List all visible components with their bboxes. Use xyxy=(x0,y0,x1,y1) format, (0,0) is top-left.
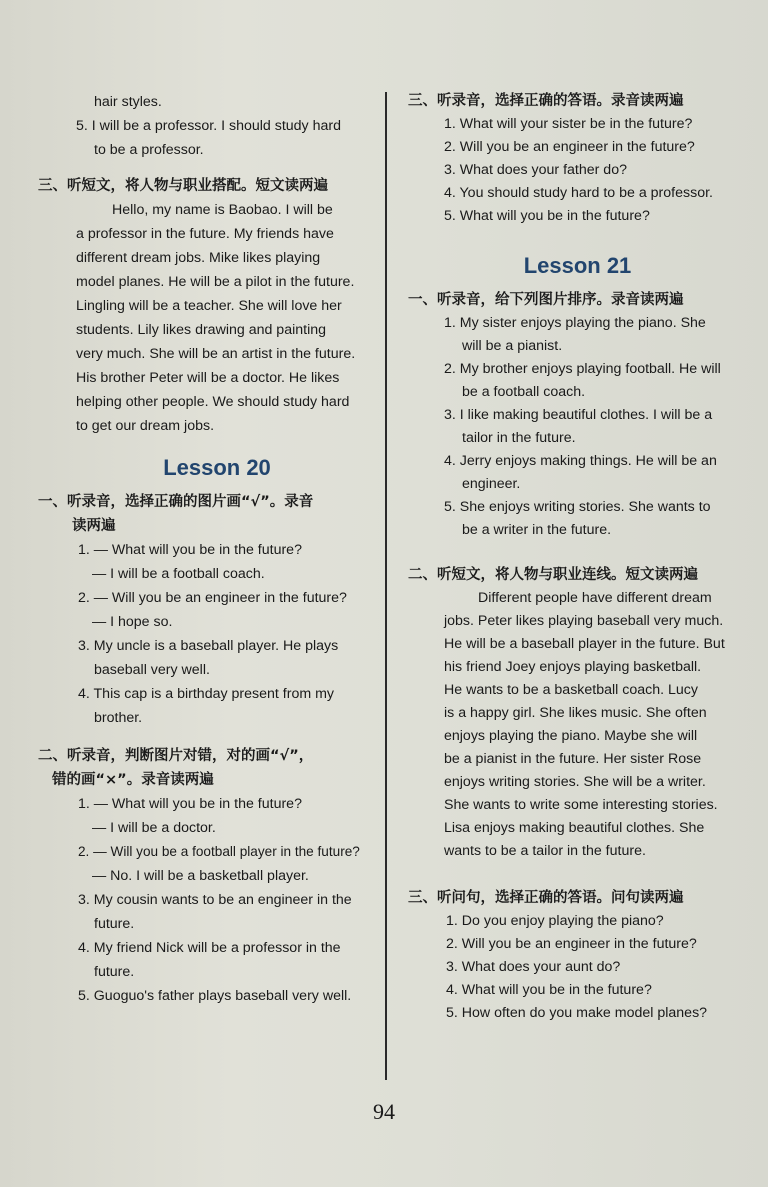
list-item: future. xyxy=(94,916,135,932)
list-item: 2. — Will you be an engineer in the future? xyxy=(78,590,347,606)
paragraph-line: He wants to be a basketball coach. Lucy xyxy=(444,682,698,698)
list-item: 5. What will you be in the future? xyxy=(444,208,650,224)
paragraph-line: Hello, my name is Baobao. I will be xyxy=(112,202,333,218)
page-number: 94 xyxy=(373,1099,395,1124)
paragraph-line: model planes. He will be a pilot in the future. xyxy=(76,274,355,290)
left-column xyxy=(38,88,372,1008)
paragraph-line: enjoys playing the piano. Maybe she will xyxy=(444,728,698,744)
list-item: 5. Guoguo's father plays baseball very well. xyxy=(78,988,352,1004)
section-heading-cont: 读两遍 xyxy=(72,518,116,534)
list-item: 4. This cap is a birthday present from my xyxy=(78,686,335,702)
list-item: 2. Will you be an engineer in the future? xyxy=(446,936,697,952)
paragraph-line: enjoys writing stories. She will be a writer. xyxy=(444,774,706,790)
paragraph-line: wants to be a tailor in the future. xyxy=(444,843,646,859)
list-item: 3. My cousin wants to be an engineer in the xyxy=(78,892,352,908)
section-heading: 二、听录音，判断图片对错，对的画“√”， xyxy=(38,748,314,764)
list-item: 1. — What will you be in the future? xyxy=(78,796,302,812)
paragraph-line: Different people have different dream xyxy=(478,590,712,606)
list-item: engineer. xyxy=(462,476,521,492)
section-heading-cont: 错的画“×”。录音读两遍 xyxy=(52,772,214,788)
list-item: 4. What will you be in the future? xyxy=(446,982,652,998)
list-item: 3. My uncle is a baseball player. He plays xyxy=(78,638,339,654)
section-heading: 三、听录音，选择正确的答语。录音读两遍 xyxy=(408,93,684,109)
list-item: 1. My sister enjoys playing the piano. She xyxy=(444,315,706,331)
list-item: 2. — Will you be a football player in the future? xyxy=(78,844,360,859)
list-item: 2. My brother enjoys playing football. He will xyxy=(444,361,721,377)
paragraph-line: Lingling will be a teacher. She will love her xyxy=(76,298,342,314)
paragraph-line: to get our dream jobs. xyxy=(76,418,215,434)
list-item: — No. I will be a basketball player. xyxy=(92,868,309,884)
right-column xyxy=(410,90,735,1025)
paragraph-line: helping other people. We should study hard xyxy=(76,394,350,410)
carry-item-line-2: to be a professor. xyxy=(94,142,204,158)
paragraph-line: She wants to write some interesting stories. xyxy=(444,797,718,813)
list-item: 3. What does your father do? xyxy=(444,162,627,178)
section-heading: 三、听问句，选择正确的答语。问句读两遍 xyxy=(408,890,684,906)
list-item: 3. What does your aunt do? xyxy=(446,959,621,975)
paragraph-line: jobs. Peter likes playing baseball very much. xyxy=(444,613,724,629)
list-item: tailor in the future. xyxy=(462,430,576,446)
paragraph-line: very much. She will be an artist in the future. xyxy=(76,346,356,362)
section-heading: 一、听录音，给下列图片排序。录音读两遍 xyxy=(408,292,684,308)
paragraph-line: his friend Joey enjoys playing basketball. xyxy=(444,659,702,675)
list-item: brother. xyxy=(94,710,143,726)
lesson-title: Lesson 20 xyxy=(163,455,271,480)
list-item: be a writer in the future. xyxy=(462,522,612,538)
list-item: 3. I like making beautiful clothes. I will be a xyxy=(444,407,713,423)
list-item: — I hope so. xyxy=(92,614,173,630)
list-item: 1. — What will you be in the future? xyxy=(78,542,302,558)
section-heading: 二、听短文，将人物与职业连线。短文读两遍 xyxy=(408,567,698,583)
paragraph-line: students. Lily likes drawing and painting xyxy=(76,322,327,338)
list-item: 1. What will your sister be in the future? xyxy=(444,116,693,132)
paragraph-line: His brother Peter will be a doctor. He likes xyxy=(76,370,340,386)
list-item: 4. Jerry enjoys making things. He will be an xyxy=(444,453,717,469)
list-item: future. xyxy=(94,964,135,980)
list-item: 2. Will you be an engineer in the future? xyxy=(444,139,695,155)
list-item: — I will be a doctor. xyxy=(92,820,216,836)
list-item: baseball very well. xyxy=(94,662,210,678)
carry-line: hair styles. xyxy=(94,94,162,110)
paragraph-line: He will be a baseball player in the future. But xyxy=(444,636,725,652)
section-heading: 三、听短文，将人物与职业搭配。短文读两遍 xyxy=(38,178,328,194)
paragraph-line: be a pianist in the future. Her sister Rose xyxy=(444,751,702,767)
paragraph-line: different dream jobs. Mike likes playing xyxy=(76,250,321,266)
list-item: 5. How often do you make model planes? xyxy=(446,1005,708,1021)
list-item: be a football coach. xyxy=(462,384,586,400)
lesson-title: Lesson 21 xyxy=(523,253,632,278)
list-item: will be a pianist. xyxy=(462,338,563,354)
paragraph-line: Lisa enjoys making beautiful clothes. She xyxy=(444,820,705,836)
list-item: — I will be a football coach. xyxy=(92,566,265,582)
list-item: 1. Do you enjoy playing the piano? xyxy=(446,913,664,929)
column-divider xyxy=(385,92,387,1080)
section-heading: 一、听录音，选择正确的图片画“√”。录音 xyxy=(38,494,314,510)
list-item: 4. My friend Nick will be a professor in the xyxy=(78,940,341,956)
carry-item-line-1: 5. I will be a professor. I should study hard xyxy=(76,118,341,134)
list-item: 5. She enjoys writing stories. She wants to xyxy=(444,499,711,515)
paragraph-line: a professor in the future. My friends have xyxy=(76,226,334,242)
list-item: 4. You should study hard to be a professor. xyxy=(444,185,713,201)
paragraph-line: is a happy girl. She likes music. She often xyxy=(444,705,707,721)
